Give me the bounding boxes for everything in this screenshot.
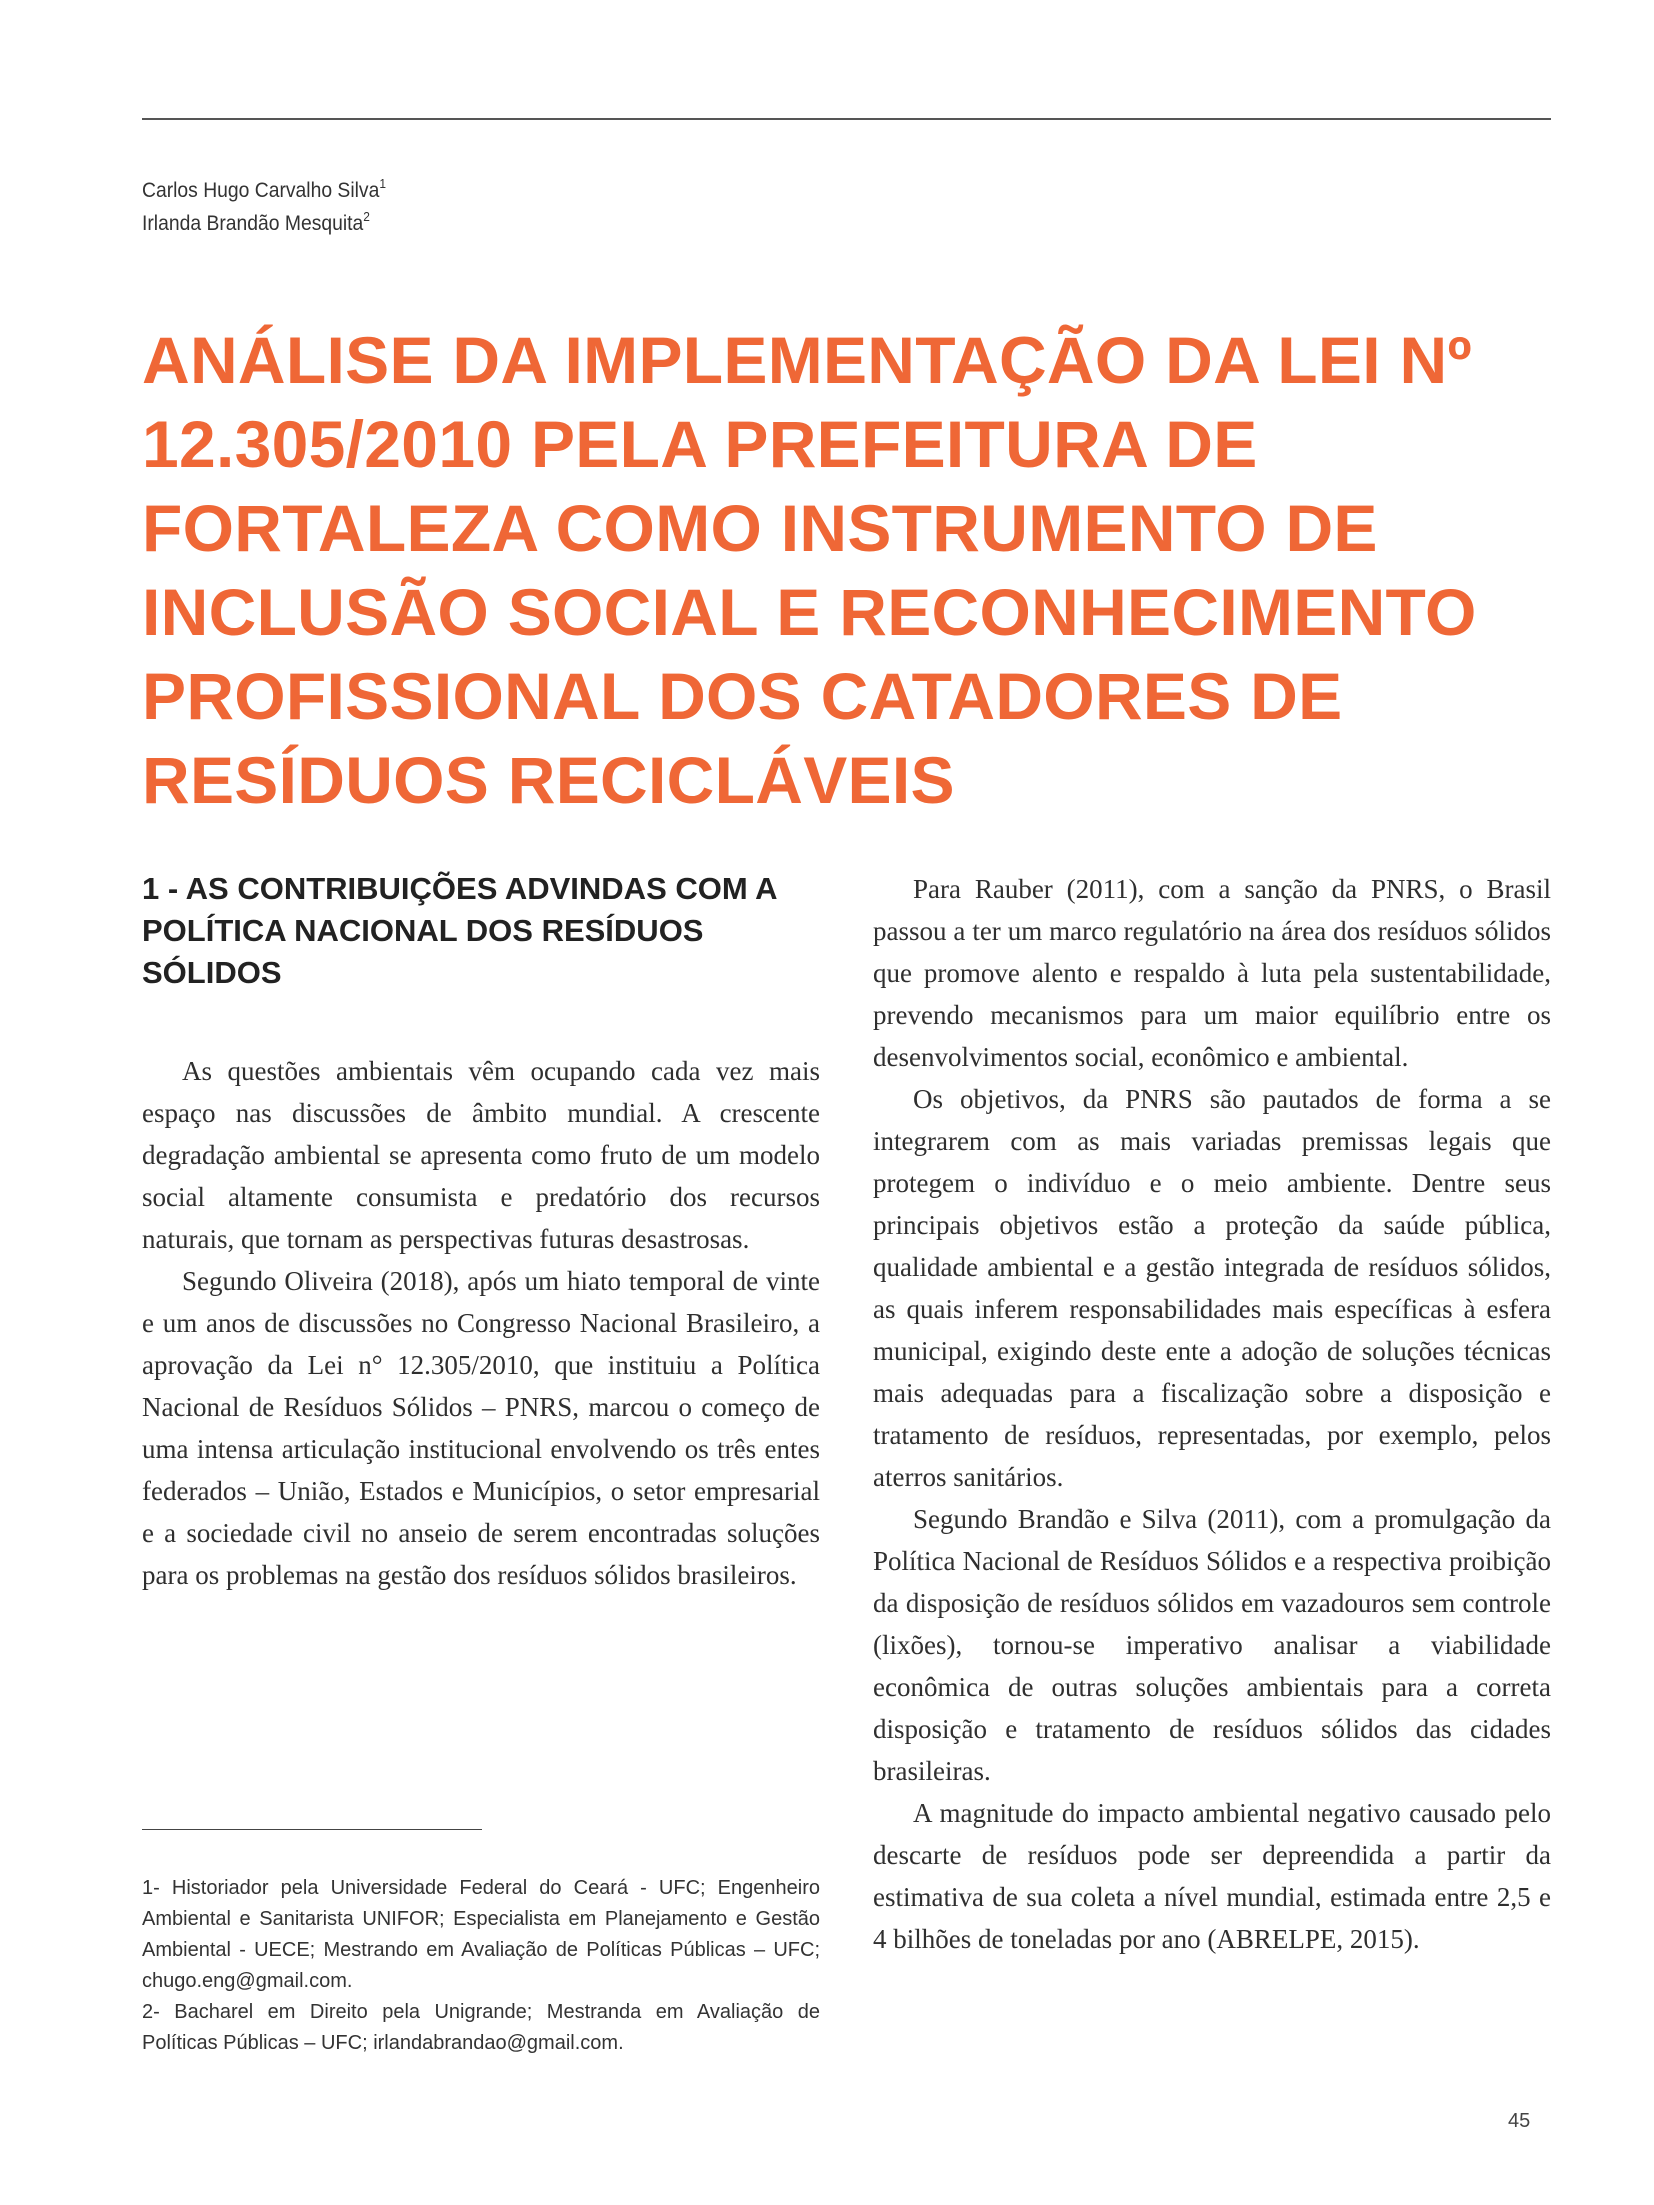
header-rule (142, 118, 1551, 120)
author-list (142, 174, 386, 240)
paragraph: Segundo Oliveira (2018), após um hiato temporal de vinte e um anos de discussões no Congresso Nacional Brasileiro, a aprovação da Lei n° 12.305/2010, que instituiu a Política Nacional de Resíduos Sólidos – PNRS, marcou o começo de uma intensa articulação institucional envolvendo os três entes federados – União, Estados e Municípios, o setor empresarial e a sociedade civil no anseio de serem encontradas soluções para os problemas na gestão dos resíduos sólidos brasileiros. (142, 1266, 820, 1590)
paragraph: Para Rauber (2011), com a sanção da PNRS, o Brasil passou a ter um marco regulatório na área dos resíduos sólidos que promove alento e respaldo à luta pela sustentabilidade, prevendo mecanismos para um maior equilíbrio entre os desenvolvimentos social, econômico e ambiental. (873, 874, 1551, 1072)
footnote-rule (142, 1829, 482, 1830)
paragraph: A magnitude do impacto ambiental negativo causado pelo descarte de resíduos pode ser depreendida a partir da estimativa de sua coleta a nível mundial, estimada entre 2,5 e 4 bilhões de toneladas por ano (ABRELPE, 2015). (873, 1798, 1551, 1954)
footnote-1: 1- Historiador pela Universidade Federal do Ceará - UFC; Engenheiro Ambiental e Sanitarista UNIFOR; Especialista em Planejamento e Gestão Ambiental - UECE; Mestrando em Avaliação de Políticas Públicas – UFC; chugo.eng@gmail.com. (142, 1877, 820, 1992)
article-title: ANÁLISE DA IMPLEMENTAÇÃO DA LEI Nº 12.305/2010 PELA PREFEITURA DE FORTALEZA COMO INSTRUMENTO DE INCLUSÃO SOCIAL E RECONHECIMENTO PROFISSIONAL DOS CATADORES DE RESÍDUOS RECICLÁVEIS (142, 323, 1477, 817)
paragraph: Segundo Brandão e Silva (2011), com a promulgação da Política Nacional de Resíduos Sólidos e a respectiva proibição da disposição de resíduos sólidos em vazadouros sem controle (lixões), tornou-se imperativo analisar a viabilidade econômica de outras soluções ambientais para a correta disposição e tratamento de resíduos sólidos das cidades brasileiras. (873, 1504, 1551, 1786)
right-column (873, 868, 1551, 1960)
paragraph: As questões ambientais vêm ocupando cada vez mais espaço nas discussões de âmbito mundial. A crescente degradação ambiental se apresenta como fruto de um modelo social altamente consumista e predatório dos recursos naturais, que tornam as perspectivas futuras desastrosas. (142, 1056, 820, 1254)
left-column (142, 868, 820, 1596)
paragraph: Os objetivos, da PNRS são pautados de forma a se integrarem com as mais variadas premissas legais que protegem o indivíduo e o meio ambiente. Dentre seus principais objetivos estão a proteção da saúde pública, qualidade ambiental e a gestão integrada de resíduos sólidos, as quais inferem responsabilidades mais específicas à esfera municipal, exigindo deste ente a adoção de soluções técnicas mais adequadas para a fiscalização sobre a disposição e tratamento de resíduos, representadas, por exemplo, pelos aterros sanitários. (873, 1084, 1551, 1492)
page-number: 45 (1508, 2110, 1531, 2132)
footnote-2: 2- Bacharel em Direito pela Unigrande; Mestranda em Avaliação de Políticas Públicas – UFC; irlandabrandao@gmail.com. (142, 2001, 820, 2054)
section-heading: 1 - AS CONTRIBUIÇÕES ADVINDAS COM A POLÍTICA NACIONAL DOS RESÍDUOS SÓLIDOS (142, 871, 777, 990)
footnotes (142, 1873, 820, 2059)
author-1: Carlos Hugo Carvalho Silva$^1$ (142, 176, 386, 202)
author-2: Irlanda Brandão Mesquita$^2$ (142, 209, 370, 235)
